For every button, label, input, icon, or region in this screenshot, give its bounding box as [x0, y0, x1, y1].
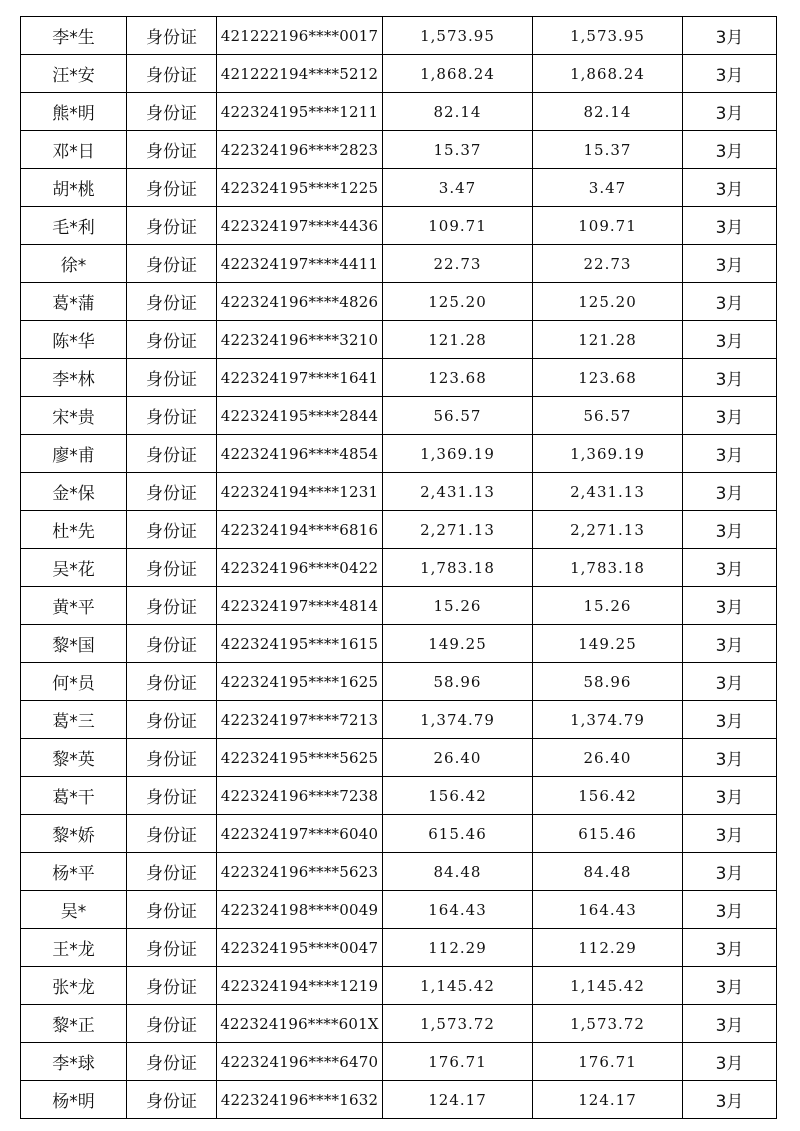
- table-row: [21, 929, 777, 967]
- amount-cell: 123.68: [383, 359, 533, 397]
- amount-paid-cell: 176.71: [533, 1043, 683, 1081]
- table-row: [21, 625, 777, 663]
- amount-paid-cell: 164.43: [533, 891, 683, 929]
- month-cell: 3月: [683, 397, 777, 435]
- id-number-cell: 422324197****6040: [217, 815, 383, 853]
- month-cell: 3月: [683, 815, 777, 853]
- amount-cell: 82.14: [383, 93, 533, 131]
- amount-cell: 164.43: [383, 891, 533, 929]
- id-type-cell: 身份证: [127, 55, 217, 93]
- table-row: [21, 701, 777, 739]
- id-type-cell: 身份证: [127, 1081, 217, 1119]
- amount-cell: 58.96: [383, 663, 533, 701]
- month-cell: 3月: [683, 739, 777, 777]
- month-cell: 3月: [683, 663, 777, 701]
- table-row: [21, 891, 777, 929]
- amount-paid-cell: 1,374.79: [533, 701, 683, 739]
- amount-cell: 124.17: [383, 1081, 533, 1119]
- month-cell: 3月: [683, 321, 777, 359]
- id-number-cell: 422324198****0049: [217, 891, 383, 929]
- month-cell: 3月: [683, 169, 777, 207]
- month-cell: 3月: [683, 853, 777, 891]
- id-type-cell: 身份证: [127, 929, 217, 967]
- amount-cell: 112.29: [383, 929, 533, 967]
- name-cell: 王*龙: [21, 929, 127, 967]
- month-cell: 3月: [683, 435, 777, 473]
- name-cell: 杨*平: [21, 853, 127, 891]
- amount-paid-cell: 615.46: [533, 815, 683, 853]
- table-row: [21, 17, 777, 55]
- id-type-cell: 身份证: [127, 777, 217, 815]
- amount-cell: 615.46: [383, 815, 533, 853]
- amount-cell: 2,271.13: [383, 511, 533, 549]
- table-row: [21, 1081, 777, 1119]
- name-cell: 黎*英: [21, 739, 127, 777]
- table-row: [21, 55, 777, 93]
- name-cell: 金*保: [21, 473, 127, 511]
- name-cell: 宋*贵: [21, 397, 127, 435]
- id-number-cell: 422324194****6816: [217, 511, 383, 549]
- amount-paid-cell: 109.71: [533, 207, 683, 245]
- id-number-cell: 422324194****1219: [217, 967, 383, 1005]
- month-cell: 3月: [683, 245, 777, 283]
- id-type-cell: 身份证: [127, 245, 217, 283]
- name-cell: 李*球: [21, 1043, 127, 1081]
- amount-paid-cell: 1,573.95: [533, 17, 683, 55]
- month-cell: 3月: [683, 967, 777, 1005]
- amount-paid-cell: 1,868.24: [533, 55, 683, 93]
- table-row: [21, 777, 777, 815]
- id-number-cell: 422324197****7213: [217, 701, 383, 739]
- month-cell: 3月: [683, 359, 777, 397]
- amount-paid-cell: 1,145.42: [533, 967, 683, 1005]
- id-number-cell: 421222194****5212: [217, 55, 383, 93]
- id-number-cell: 422324197****4436: [217, 207, 383, 245]
- id-number-cell: 422324196****7238: [217, 777, 383, 815]
- id-number-cell: 422324196****6470: [217, 1043, 383, 1081]
- month-cell: 3月: [683, 1043, 777, 1081]
- id-type-cell: 身份证: [127, 587, 217, 625]
- amount-paid-cell: 1,783.18: [533, 549, 683, 587]
- name-cell: 熊*明: [21, 93, 127, 131]
- amount-cell: 2,431.13: [383, 473, 533, 511]
- month-cell: 3月: [683, 929, 777, 967]
- id-type-cell: 身份证: [127, 283, 217, 321]
- month-cell: 3月: [683, 207, 777, 245]
- amount-paid-cell: 58.96: [533, 663, 683, 701]
- id-type-cell: 身份证: [127, 473, 217, 511]
- name-cell: 徐*: [21, 245, 127, 283]
- amount-cell: 56.57: [383, 397, 533, 435]
- id-type-cell: 身份证: [127, 1005, 217, 1043]
- id-number-cell: 422324196****4826: [217, 283, 383, 321]
- table-body: [21, 17, 777, 1119]
- amount-paid-cell: 2,271.13: [533, 511, 683, 549]
- table-row: [21, 93, 777, 131]
- table-row: [21, 1043, 777, 1081]
- table-row: [21, 245, 777, 283]
- month-cell: 3月: [683, 473, 777, 511]
- amount-cell: 1,573.95: [383, 17, 533, 55]
- id-type-cell: 身份证: [127, 131, 217, 169]
- month-cell: 3月: [683, 1005, 777, 1043]
- month-cell: 3月: [683, 1081, 777, 1119]
- id-type-cell: 身份证: [127, 701, 217, 739]
- month-cell: 3月: [683, 777, 777, 815]
- name-cell: 李*林: [21, 359, 127, 397]
- month-cell: 3月: [683, 93, 777, 131]
- id-number-cell: 422324195****1615: [217, 625, 383, 663]
- amount-cell: 109.71: [383, 207, 533, 245]
- id-type-cell: 身份证: [127, 739, 217, 777]
- id-type-cell: 身份证: [127, 549, 217, 587]
- id-type-cell: 身份证: [127, 853, 217, 891]
- name-cell: 邓*日: [21, 131, 127, 169]
- id-type-cell: 身份证: [127, 321, 217, 359]
- amount-cell: 15.37: [383, 131, 533, 169]
- amount-cell: 84.48: [383, 853, 533, 891]
- table-row: [21, 967, 777, 1005]
- table-row: [21, 587, 777, 625]
- id-type-cell: 身份证: [127, 891, 217, 929]
- table-row: [21, 131, 777, 169]
- table-row: [21, 815, 777, 853]
- name-cell: 吴*花: [21, 549, 127, 587]
- id-number-cell: 422324197****1641: [217, 359, 383, 397]
- amount-cell: 176.71: [383, 1043, 533, 1081]
- id-type-cell: 身份证: [127, 435, 217, 473]
- amount-paid-cell: 149.25: [533, 625, 683, 663]
- table-row: [21, 663, 777, 701]
- table-row: [21, 473, 777, 511]
- name-cell: 毛*利: [21, 207, 127, 245]
- id-type-cell: 身份证: [127, 93, 217, 131]
- id-number-cell: 422324195****1625: [217, 663, 383, 701]
- name-cell: 杜*先: [21, 511, 127, 549]
- table-row: [21, 1005, 777, 1043]
- amount-paid-cell: 121.28: [533, 321, 683, 359]
- table-row: [21, 511, 777, 549]
- amount-paid-cell: 82.14: [533, 93, 683, 131]
- id-number-cell: 422324196****0422: [217, 549, 383, 587]
- name-cell: 黄*平: [21, 587, 127, 625]
- amount-cell: 1,145.42: [383, 967, 533, 1005]
- name-cell: 葛*蒲: [21, 283, 127, 321]
- id-type-cell: 身份证: [127, 169, 217, 207]
- name-cell: 陈*华: [21, 321, 127, 359]
- id-number-cell: 422324195****2844: [217, 397, 383, 435]
- month-cell: 3月: [683, 701, 777, 739]
- amount-cell: 1,783.18: [383, 549, 533, 587]
- table-row: [21, 207, 777, 245]
- amount-cell: 125.20: [383, 283, 533, 321]
- id-type-cell: 身份证: [127, 207, 217, 245]
- id-number-cell: 422324196****2823: [217, 131, 383, 169]
- month-cell: 3月: [683, 891, 777, 929]
- table-row: [21, 283, 777, 321]
- id-number-cell: 421222196****0017: [217, 17, 383, 55]
- id-number-cell: 422324196****3210: [217, 321, 383, 359]
- name-cell: 李*生: [21, 17, 127, 55]
- amount-cell: 15.26: [383, 587, 533, 625]
- amount-paid-cell: 84.48: [533, 853, 683, 891]
- amount-paid-cell: 125.20: [533, 283, 683, 321]
- id-type-cell: 身份证: [127, 17, 217, 55]
- month-cell: 3月: [683, 587, 777, 625]
- id-number-cell: 422324195****0047: [217, 929, 383, 967]
- month-cell: 3月: [683, 17, 777, 55]
- name-cell: 汪*安: [21, 55, 127, 93]
- amount-paid-cell: 156.42: [533, 777, 683, 815]
- table-row: [21, 397, 777, 435]
- amount-paid-cell: 1,573.72: [533, 1005, 683, 1043]
- name-cell: 胡*桃: [21, 169, 127, 207]
- id-type-cell: 身份证: [127, 1043, 217, 1081]
- amount-paid-cell: 1,369.19: [533, 435, 683, 473]
- name-cell: 黎*娇: [21, 815, 127, 853]
- id-type-cell: 身份证: [127, 511, 217, 549]
- name-cell: 黎*国: [21, 625, 127, 663]
- id-type-cell: 身份证: [127, 967, 217, 1005]
- amount-paid-cell: 124.17: [533, 1081, 683, 1119]
- month-cell: 3月: [683, 283, 777, 321]
- month-cell: 3月: [683, 55, 777, 93]
- amount-paid-cell: 123.68: [533, 359, 683, 397]
- name-cell: 何*员: [21, 663, 127, 701]
- id-number-cell: 422324196****601X: [217, 1005, 383, 1043]
- id-type-cell: 身份证: [127, 625, 217, 663]
- id-number-cell: 422324194****1231: [217, 473, 383, 511]
- amount-paid-cell: 2,431.13: [533, 473, 683, 511]
- amount-paid-cell: 15.37: [533, 131, 683, 169]
- name-cell: 黎*正: [21, 1005, 127, 1043]
- id-number-cell: 422324197****4814: [217, 587, 383, 625]
- month-cell: 3月: [683, 131, 777, 169]
- name-cell: 葛*三: [21, 701, 127, 739]
- table-row: [21, 359, 777, 397]
- amount-paid-cell: 112.29: [533, 929, 683, 967]
- amount-paid-cell: 22.73: [533, 245, 683, 283]
- amount-cell: 1,374.79: [383, 701, 533, 739]
- amount-cell: 1,868.24: [383, 55, 533, 93]
- amount-cell: 3.47: [383, 169, 533, 207]
- id-type-cell: 身份证: [127, 815, 217, 853]
- amount-paid-cell: 3.47: [533, 169, 683, 207]
- amount-cell: 1,573.72: [383, 1005, 533, 1043]
- table-row: [21, 321, 777, 359]
- month-cell: 3月: [683, 625, 777, 663]
- amount-cell: 156.42: [383, 777, 533, 815]
- amount-cell: 22.73: [383, 245, 533, 283]
- table-row: [21, 435, 777, 473]
- name-cell: 杨*明: [21, 1081, 127, 1119]
- id-number-cell: 422324195****1211: [217, 93, 383, 131]
- id-number-cell: 422324197****4411: [217, 245, 383, 283]
- amount-cell: 1,369.19: [383, 435, 533, 473]
- name-cell: 张*龙: [21, 967, 127, 1005]
- id-number-cell: 422324195****1225: [217, 169, 383, 207]
- amount-paid-cell: 56.57: [533, 397, 683, 435]
- month-cell: 3月: [683, 549, 777, 587]
- name-cell: 葛*干: [21, 777, 127, 815]
- table-row: [21, 549, 777, 587]
- id-type-cell: 身份证: [127, 359, 217, 397]
- amount-paid-cell: 26.40: [533, 739, 683, 777]
- id-number-cell: 422324196****4854: [217, 435, 383, 473]
- id-type-cell: 身份证: [127, 663, 217, 701]
- id-number-cell: 422324196****5623: [217, 853, 383, 891]
- amount-cell: 121.28: [383, 321, 533, 359]
- amount-cell: 26.40: [383, 739, 533, 777]
- table-row: [21, 169, 777, 207]
- id-type-cell: 身份证: [127, 397, 217, 435]
- month-cell: 3月: [683, 511, 777, 549]
- subsidy-table: [20, 16, 777, 1119]
- name-cell: 廖*甫: [21, 435, 127, 473]
- id-number-cell: 422324196****1632: [217, 1081, 383, 1119]
- amount-paid-cell: 15.26: [533, 587, 683, 625]
- amount-cell: 149.25: [383, 625, 533, 663]
- id-number-cell: 422324195****5625: [217, 739, 383, 777]
- table-row: [21, 853, 777, 891]
- table-row: [21, 739, 777, 777]
- name-cell: 吴*: [21, 891, 127, 929]
